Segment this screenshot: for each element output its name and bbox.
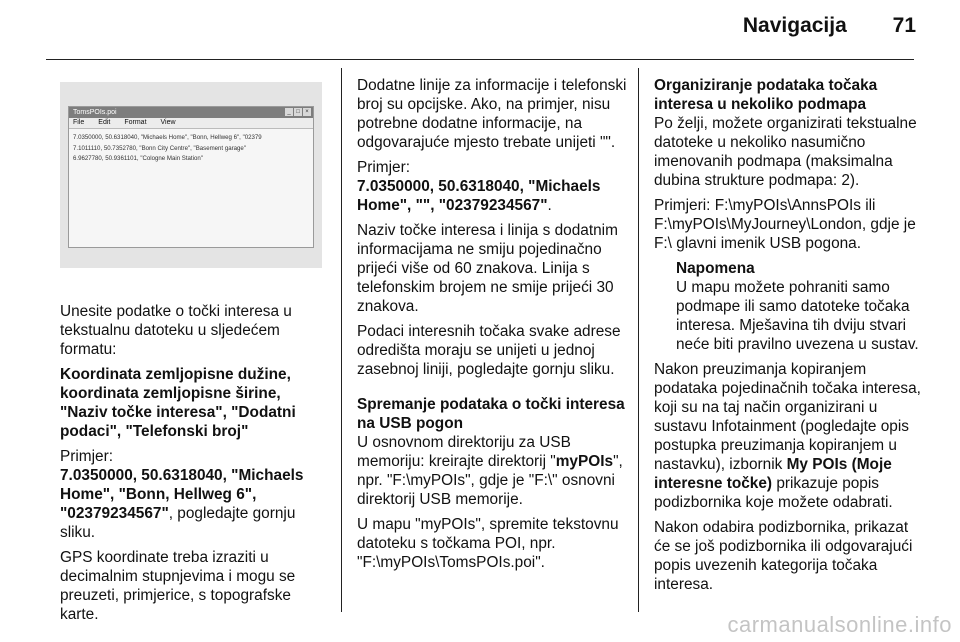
column-3 [654,76,926,600]
text-segment: prikazuje popis podizbornika koje možete odabrati. [654,475,893,511]
window-text-area [69,129,313,165]
save-file-paragraph: U mapu "myPOIs", spremite tekstovnu datoteku s točkama POI, npr. "F:\myPOIs\TomsPOIs.poi". [357,516,619,571]
column-2 [357,76,633,578]
window-title: TomsPOIs.poi [73,109,117,116]
column-divider [341,68,342,612]
example-tail: . [547,197,552,214]
window-controls [284,108,311,119]
header-rule [46,59,914,60]
maximize-icon: □ [294,108,302,116]
example-label: Primjer: [357,159,411,176]
column-1 [60,302,332,630]
example-paragraph [357,158,633,215]
example-tail: , pogledajte gornju sliku. [60,505,296,541]
window-titlebar [69,107,313,118]
page-number: 71 [892,14,916,37]
text-segment: ", npr. "F:\myPOIs", gdje je "F:\" osnovni direktorij USB memorije. [357,453,623,508]
subfolders-paragraph: Po želji, možete organizirati tekstualne datoteke u nekoliko nasumično imenovanih podmapa (maksimalna dubina strukture podmapa: 2). [654,115,917,189]
separate-lines-paragraph: Podaci interesnih točaka svake adrese odredišta moraju se unijeti u jednoj zasebnoj liniji, pogledajte gornju sliku. [357,323,621,378]
note-title: Napomena [676,260,755,277]
length-limits-paragraph: Naziv točke interesa i linija s dodatnim informacijama ne smiju pojedinačno prijeći više od 60 znakova. Linija s telefonskim brojem ne smije prijeći 30 znakova. [357,222,618,315]
menu-paragraph [654,360,926,512]
create-directory-paragraph [357,433,633,509]
minimize-icon: _ [285,108,293,116]
menu-format: Format [124,119,147,126]
optional-lines-paragraph: Dodatne linije za informacije i telefonski broj su opcijske. Ako, na primjer, nisu potrebne dodatne informacije, na odgovarajuće mjesto trebate unijeti "". [357,77,627,151]
text-segment: U osnovnom direktoriju za USB memoriju: kreirajte direktorij " [357,434,571,470]
examples-paragraph: Primjeri: F:\myPOIs\AnnsPOIs ili F:\myPOIs\MyJourney\London, gdje je F:\ glavni imenik USB pogona. [654,197,916,252]
menu-file: File [73,119,85,126]
text-segment: Nakon preuzimanja kopiranjem podataka pojedinačnih točaka interesa, koji su na taj način organizirani u sustavu Infotainment (pogledajte opis postupka preuzimanja kopiranjem u nastavku), izbornik [654,361,921,473]
menu-name: My POIs (Moje interesne točke) [654,456,892,492]
window-menubar [69,118,313,129]
directory-name: myPOIs [555,453,614,470]
poi-file-screenshot [60,82,322,268]
menu-view: View [160,119,176,126]
poi-line: 6.9627780, 50.9361101, "Cologne Main Station" [73,155,203,162]
menu-edit: Edit [98,119,111,126]
submenu-paragraph: Nakon odabira podizbornika, prikazat će se još podizbornika ili odgovarajući popis uvezenih kategorija točaka interesa. [654,519,913,593]
example-label: Primjer: [60,448,114,465]
example-value: 7.0350000, 50.6318040, "Michaels Home", "Bonn, Hellweg 6", "02379234567" [60,467,304,522]
notepad-window [68,106,314,248]
poi-line: 7.0350000, 50.6318040, "Michaels Home", "Bonn, Hellweg 6", "02379 [73,134,262,141]
example-value: 7.0350000, 50.6318040, "Michaels Home", "", "02379234567" [357,178,601,214]
poi-line: 7.1011110, 50.7352780, "Bonn City Centre", "Basement garage" [73,144,246,152]
column-divider [638,68,639,612]
page-title: Navigacija [742,14,847,37]
section-heading-save-usb: Spremanje podataka o točki interesa na USB pogon [357,396,625,432]
section-heading-subfolders: Organiziranje podataka točaka interesa u nekoliko podmapa [654,77,878,113]
note-text: U mapu možete pohraniti samo podmape ili samo datoteke točaka interesa. Mješavina tih dviju stvari neće biti pravilno uvezena u sustav. [676,279,919,353]
format-description: Koordinata zemljopisne dužine, koordinata zemljopisne širine, "Naziv točke interesa", "Dodatni podaci", "Telefonski broj" [60,366,296,440]
gps-paragraph: GPS koordinate treba izraziti u decimalnim stupnjevima i mogu se preuzeti, primjerice, s topografske karte. [60,549,296,623]
page-header [743,14,916,38]
watermark: carmanualsonline.info [727,612,952,637]
example-paragraph [60,447,332,542]
close-icon: × [303,108,311,116]
note-box [654,259,926,354]
intro-paragraph: Unesite podatke o točki interesa u tekstualnu datoteku u sljedećem formatu: [60,303,292,358]
